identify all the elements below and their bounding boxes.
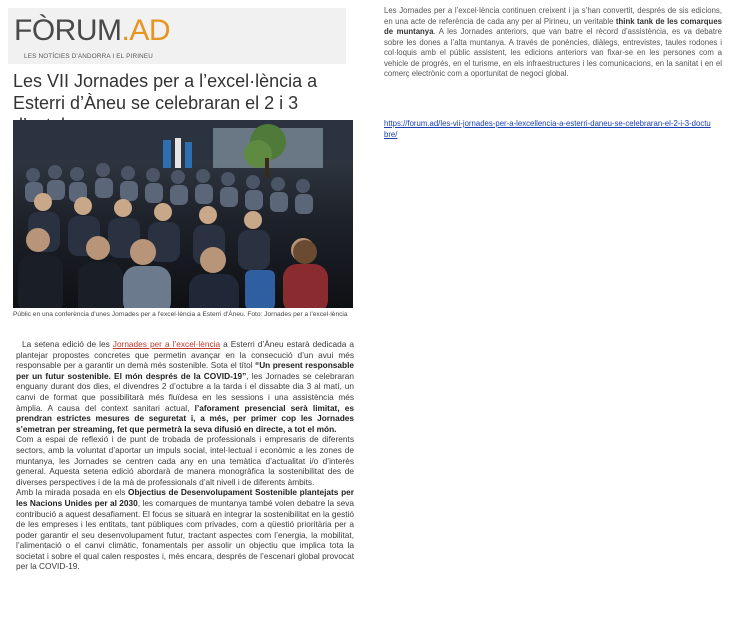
right-column-paragraph (384, 6, 722, 80)
article-headline: Les VII Jornades per a l’excel·lència a Esterri d’Àneu se celebraran el 2 i 3 (13, 71, 318, 113)
p3-text-b: , les comarques de muntanya també volen debatre la seva contribució a aquest desafiament. El focus se situarà en integrar la sostenibilitat en la gestió de les empreses i les entitats, tant públiques com privades, com a qüestió prioritària per a poder garantir el seu desenvolupament futur, tractant aspectes com l’energia, la mobilitat, l’alimentació o el canvi climàtic, fonamentals per assolir un objectiu que implica tota la societat i sobre el qual calen respostes i, més encara, després de l’escenari global provocat per la COVID-19. (16, 497, 354, 572)
p1-bold-streaming: l’aforament presencial serà limitat, es prendran estrictes mesures de seguretat i, a més, per primer cop les Jornades s’emetran per streaming, fet que permetrà la seva difusió en directe, a tot el món. (16, 402, 355, 434)
article-paragraph-2: Com a espai de reflexió i de punt de trobada de professionals i empresaris de diferents sectors, amb la voluntat d’aportar un impuls social, intel·lectual i econòmic a les zones de muntanya, les Jornades se centren cada any en una temàtica d’actualitat i/o d’interès general. Aquesta setena edició abordarà de manera monogràfica la sostenibilitat des de diverses perspectives i de la mà de professionals d’alt nivell i de diferents àmbits. (16, 434, 354, 487)
article-body (16, 339, 354, 572)
right-bold-think-tank: think tank de les comarques de muntanya (384, 16, 722, 36)
article-paragraph-3 (16, 487, 354, 572)
logo-main: FÒRUM (14, 14, 122, 47)
p3-bold-ods: Objectius de Desenvolupament Sostenible plantejats per les Nacions Unides per al 2030 (16, 487, 354, 508)
site-tagline: LES NOTÍCIES D'ANDORRA I EL PIRINEU (24, 53, 154, 60)
photo-caption: Públic en una conferència d'unes Jornades per a l'excel·lència a Esterri d'Àneu. Foto: Jornades per a l'excel·lència (13, 311, 348, 318)
logo-accent: .AD (121, 14, 170, 47)
p1-text-b: a Esterri d’Àneu estarà dedicada a plantejar propostes concretes que permetin avançar en la consecució d’un avui més responsable per a garantir un demà més sostenible. Sota el títol (16, 339, 354, 371)
p1-text-c: , les Jornades se celebraran enguany durant dos dies, el divendres 2 d’octubre a la tarda i el dissabte dia 3 al matí, un canvi de format que possibilitarà més fluïdesa en les sessions i una assistència més àmplia. A causa del context sanitari actual, (16, 370, 355, 413)
right-text-b: . A les Jornades anteriors, que van batre el rècord d’assistència, es va debatre sobre les dones a l’alta muntanya. A través de ponències, diàlegs, entrevistes, taules rodones i col·loquis amb el públic assistent, les edicions anteriors van fixar-se en les persones com a vehicle de progrés, en el turisme, en els infraestructures i les comunicacions, en la sanitat i en el comerç electrònic com a oportunitat de negoci global. (384, 27, 722, 78)
jornades-link[interactable]: Jornades per a l’excel·lència (112, 339, 221, 349)
masthead (8, 8, 346, 64)
right-text-a: Les Jornades per a l’excel·lència continuen creixent i ja s’han convertit, després de sis edicions, en una acte de referència de cada any per al Pirineu, un veritable (384, 6, 722, 26)
article-paragraph-1 (16, 339, 354, 434)
p1-text-a: La setena edició de les (22, 339, 113, 349)
p1-bold-title: “Un present responsable per un futur sostenible. El món després de la COVID-19” (16, 360, 354, 381)
source-url-link[interactable]: https://forum.ad/les-vii-jornades-per-a-lexcellencia-a-esterri-daneu-se-celebraran-el-2-i-3-doctubre/ (384, 119, 711, 139)
article-photo (13, 120, 353, 308)
audience-photo-illustration (13, 120, 353, 308)
p3-text-a: Amb la mirada posada en els (16, 487, 129, 498)
site-logo[interactable] (14, 14, 170, 48)
